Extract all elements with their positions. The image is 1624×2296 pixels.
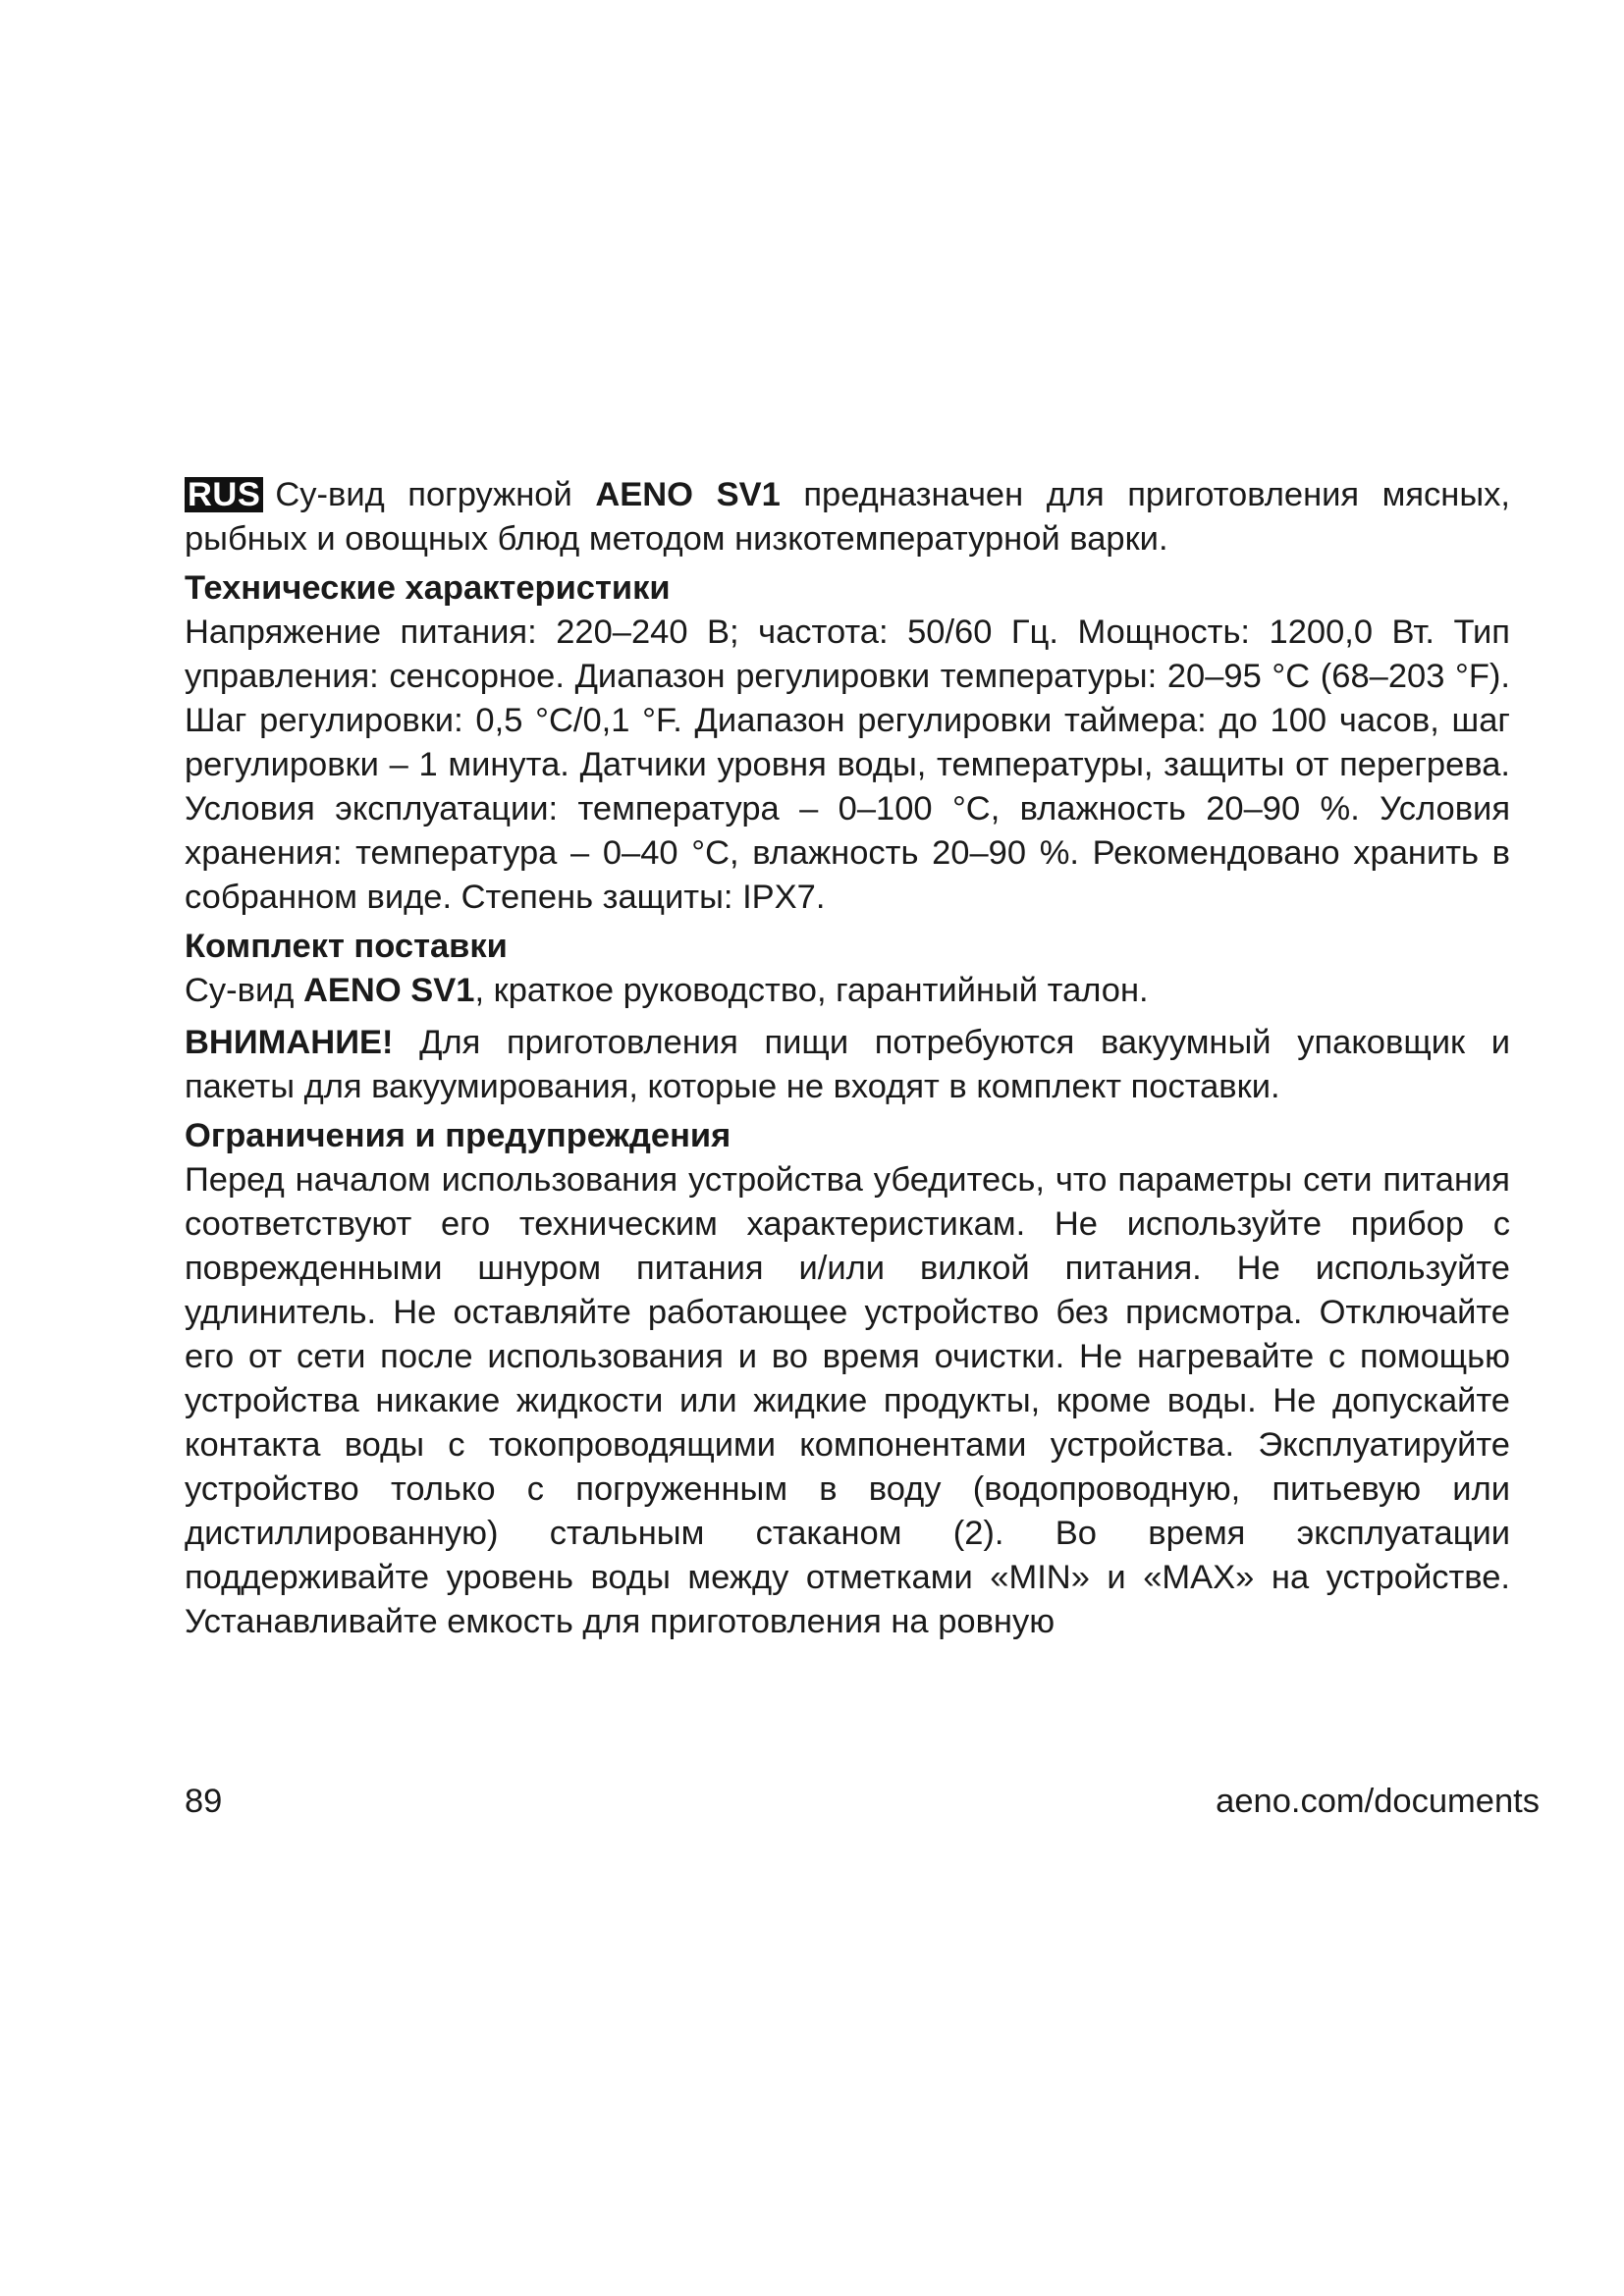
manual-page-content xyxy=(185,473,1510,1644)
package-text-after: , краткое руководство, гарантийный талон. xyxy=(474,972,1149,1009)
documents-url: aeno.com/documents xyxy=(1216,1783,1540,1820)
restrictions-heading: Ограничения и предупреждения xyxy=(185,1117,731,1154)
specs-heading: Технические характеристики xyxy=(185,569,671,607)
package-text-before: Су-вид xyxy=(185,972,303,1009)
warning-paragraph xyxy=(185,1021,1510,1109)
language-badge: RUS xyxy=(185,477,263,512)
intro-text-after: предназначен для приготовления мясных, рыбных и овощных блюд методом низкотемпературной варки. xyxy=(185,476,1510,558)
warning-label: ВНИМАНИЕ! xyxy=(185,1024,394,1061)
specs-paragraph: Напряжение питания: 220–240 В; частота: 50/60 Гц. Мощность: 1200,0 Вт. Тип управления: сенсорное. Диапазон регулировки температуры: 20–95 °C (68–203 °F). Шаг регулировки: 0,5 °C/0,1 °F. Диапазон регулировки таймера: до 100 часов, шаг регулировки – 1 минута. Датчики уровня воды, температуры, защиты от перегрева. Условия эксплуатации: температура – 0–100 °C, влажность 20–90 %. Условия хранения: температура – 0–40 °C, влажность 20–90 %. Рекомендовано хранить в собранном виде. Степень защиты: IPX7. xyxy=(185,614,1510,916)
warning-text: Для приготовления пищи потребуются вакуумный упаковщик и пакеты для вакуумирования, которые не входят в комплект поставки. xyxy=(185,1024,1510,1105)
package-paragraph xyxy=(185,969,1510,1013)
intro-paragraph xyxy=(185,473,1510,561)
package-heading: Комплект поставки xyxy=(185,928,508,965)
page-number: 89 xyxy=(185,1783,223,1820)
intro-text-before: Су-вид погружной xyxy=(275,476,596,513)
page-footer xyxy=(185,1783,1540,1821)
intro-product-name: AENO SV1 xyxy=(595,476,781,513)
restrictions-paragraph: Перед началом использования устройства убедитесь, что параметры сети питания соответствуют его техническим характеристикам. Не используйте прибор с поврежденными шнуром питания и/или вилкой питания. Не используйте удлинитель. Не оставляйте работающее устройство без присмотра. Отключайте его от сети после использования и во время очистки. Не нагревайте с помощью устройства никакие жидкости или жидкие продукты, кроме воды. Не допускайте контакта воды с токопроводящими компонентами устройства. Эксплуатируйте устройство только с погруженным в воду (водопроводную, питьевую или дистиллированную) стальным стаканом (2). Во время эксплуатации поддерживайте уровень воды между отметками «MIN» и «MAX» на устройстве. Устанавливайте емкость для приготовления на ровную xyxy=(185,1161,1510,1640)
package-product-name: AENO SV1 xyxy=(302,972,475,1009)
